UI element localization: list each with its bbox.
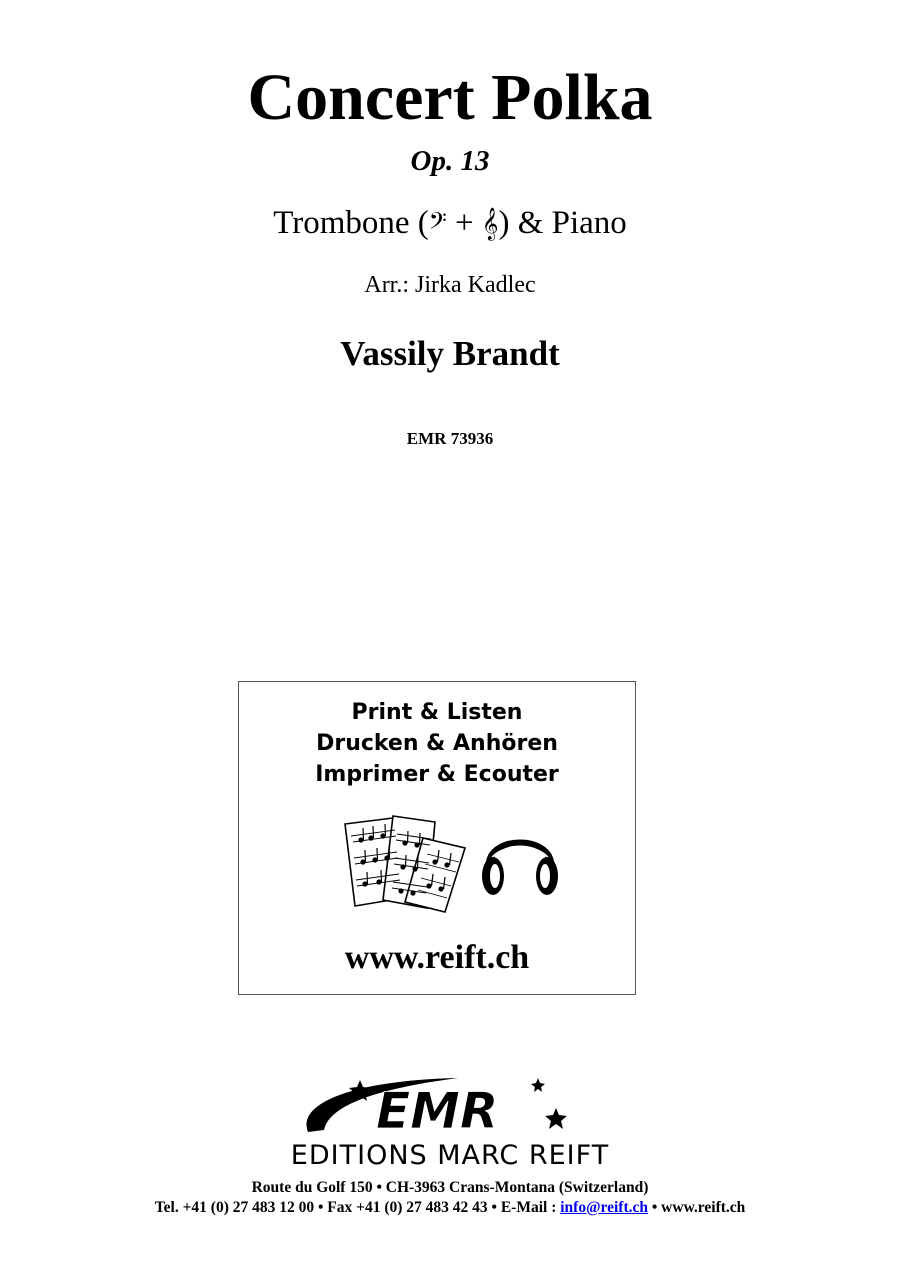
headphones-icon [479,820,561,900]
promo-line-french: Imprimer & Ecouter [315,762,559,787]
instrumentation-prefix: Trombone ( [273,205,429,241]
contact-phone-fax: Tel. +41 (0) 27 483 12 00 • Fax +41 (0) 27 483 42 43 • E-Mail : [154,1199,561,1216]
sheet-music-icon [339,814,469,914]
promo-website: www.reift.ch [344,939,530,976]
publisher-contact [0,1198,900,1218]
promo-line-german: Drucken & Anhören [316,731,558,756]
opus-number: Op. 13 [410,145,490,177]
bass-clef-icon: 𝄢 [428,207,447,240]
arranger: Arr.: Jirka Kadlec [364,272,536,298]
instrumentation-suffix: ) & Piano [498,205,627,241]
contact-website: • www.reift.ch [648,1199,746,1216]
email-link[interactable]: info@reift.ch [560,1199,648,1216]
catalog-number: EMR 73936 [406,429,494,448]
emr-logo-text: EMR [376,1082,499,1140]
instrumentation-plus: + [446,205,482,241]
print-listen-box [238,681,636,995]
instrumentation [0,203,900,244]
publisher-address: Route du Golf 150 • CH-3963 Crans-Montana (Switzerland) [251,1179,649,1196]
page-title: Concert Polka [247,61,653,134]
publisher-name: EDITIONS MARC REIFT [290,1140,610,1171]
treble-clef-icon: 𝄞 [481,207,499,240]
composer: Vassily Brandt [340,334,560,373]
promo-line-english: Print & Listen [351,700,523,725]
